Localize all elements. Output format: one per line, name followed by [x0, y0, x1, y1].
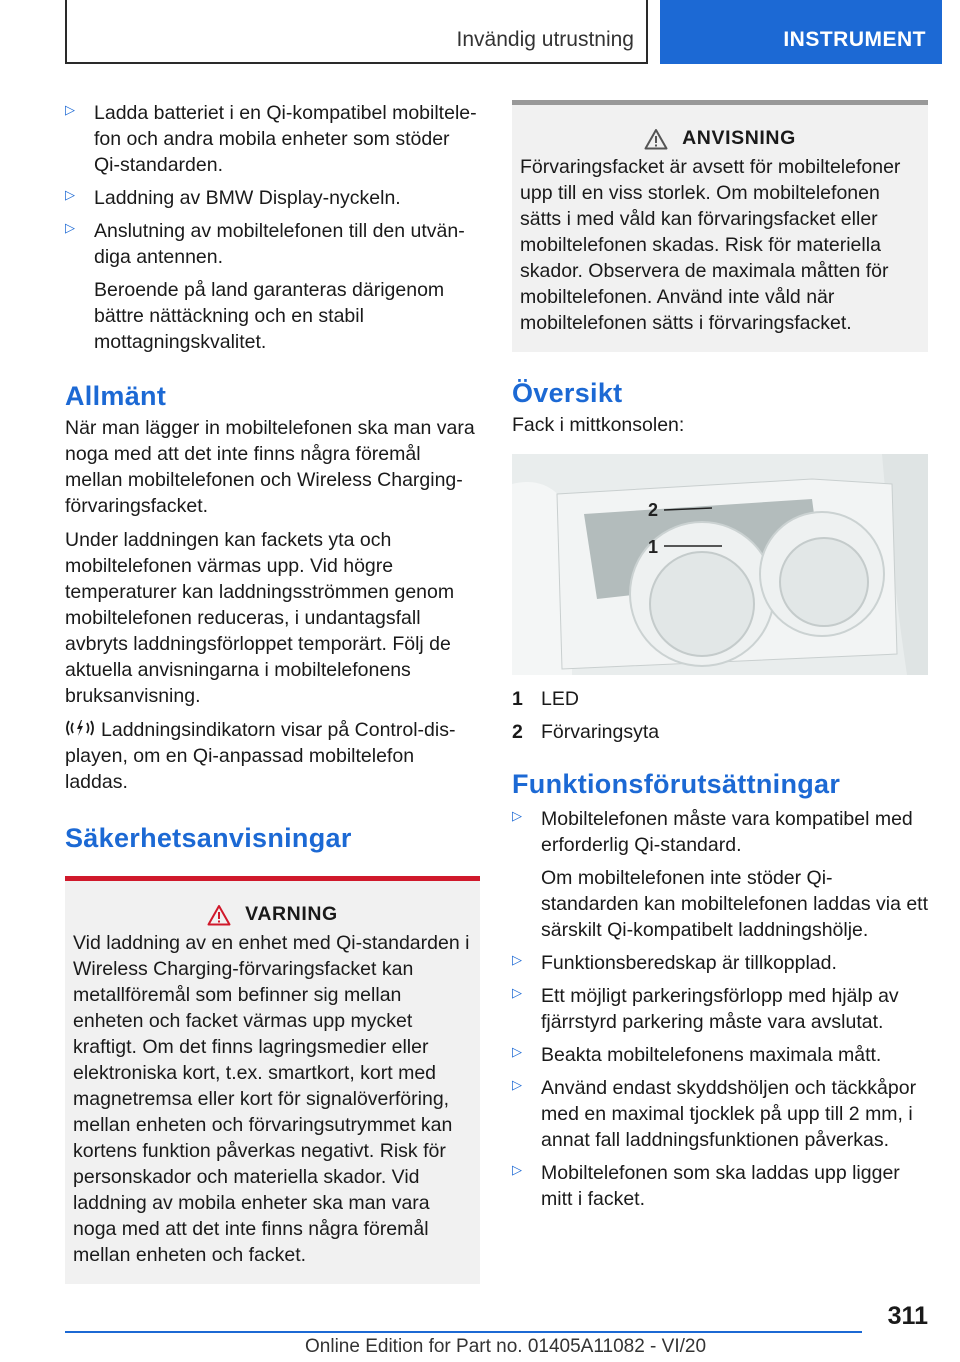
notice-box	[512, 100, 928, 352]
list-item	[512, 1042, 928, 1068]
triangle-bullet-icon: ▷	[512, 1044, 522, 1059]
bullet-extra-text: Om mobiltelefonen inte stöder Qi-standarden kan mobiltelefonen laddas via ett särskilt Qi-kompatibelt laddningshölje.	[541, 867, 929, 941]
triangle-bullet-icon: ▷	[65, 187, 75, 202]
right-column	[512, 100, 928, 1219]
heading-oversikt: Översikt	[512, 378, 623, 408]
footer-edition-text: Online Edition for Part no. 01405A11082 - VI/20	[305, 1336, 707, 1357]
list-item	[65, 100, 480, 178]
paragraph: Under laddningen kan fackets yta och mobiltelefonen värmas upp. Vid högre temperaturer kan laddningsströmmen genom mobiltelefonen reduceras, i undantagsfall avbryts laddningsförloppet temporärt. Följ de aktuella anvisningarna i mobiltelefonens bruksanvisning.	[65, 529, 455, 707]
notice-title-text: ANVISNING	[682, 127, 796, 149]
bullet-extra-text: Beroende på land garanteras därigenom bättre nättäckning och en stabil mottagningskvalitet.	[94, 279, 445, 353]
triangle-bullet-icon: ▷	[65, 220, 75, 235]
legend-number: 1	[512, 688, 523, 710]
heading-funktionsforutsattningar: Funktionsförutsättningar	[512, 769, 841, 799]
legend-item	[512, 716, 928, 749]
triangle-bullet-icon: ▷	[65, 102, 75, 117]
warning-triangle-icon	[207, 904, 231, 926]
bullet-text: Funktionsberedskap är tillkopplad.	[541, 952, 837, 974]
bullet-text: Laddning av BMW Display-nyckeln.	[94, 187, 401, 209]
heading-allmant: Allmänt	[65, 381, 167, 411]
legend-item	[512, 683, 928, 716]
warning-title	[73, 903, 472, 926]
notice-triangle-icon	[644, 128, 668, 150]
figure-label-2: 2	[648, 500, 659, 520]
heading-sakerhetsanvisningar: Säkerhetsanvisningar	[65, 823, 352, 853]
bullet-text: Anslutning av mobiltelefonen till den utvändiga antennen.	[94, 220, 465, 268]
wireless-charging-icon	[65, 718, 95, 738]
warning-box	[65, 876, 480, 1284]
list-item	[65, 185, 480, 211]
paragraph-text: Laddningsindikatorn visar på Control-displayen, om en Qi-anpassad mobiltelefon laddas.	[65, 719, 456, 793]
bullet-text: Ladda batteriet i en Qi-kompatibel mobiltelefon och andra mobila enheter som stöder Qi-standarden.	[94, 102, 477, 176]
legend-text: Förvaringsyta	[541, 721, 660, 743]
bullet-text: Ett möjligt parkeringsförlopp med hjälp av fjärrstyrd parkering måste vara avslutat.	[541, 985, 899, 1033]
list-item	[65, 218, 480, 355]
bullet-text: Beakta mobiltelefonens maximala mått.	[541, 1044, 882, 1066]
triangle-bullet-icon: ▷	[512, 1077, 522, 1092]
list-item	[512, 950, 928, 976]
legend-text: LED	[541, 688, 579, 710]
footer-divider	[65, 1331, 862, 1333]
page-number: 311	[887, 1302, 928, 1330]
triangle-bullet-icon: ▷	[512, 985, 522, 1000]
center-console-tray-figure	[512, 454, 928, 675]
paragraph: När man lägger in mobiltelefonen ska man vara noga med att det inte finns några föremål mellan mobiltelefonen och Wireless Charging-förvaringsfacket.	[65, 417, 475, 517]
triangle-bullet-icon: ▷	[512, 1162, 522, 1177]
notice-text: Förvaringsfacket är avsett för mobiltelefoner upp till en viss storlek. Om mobiltelefonen sätts i med våld kan förvaringsfacket eller mobiltelefonen skadas. Risk för materiella skador. Observera de maximala måtten för mobiltelefonen. Använd inte våld när mobiltelefonen sätts i förvaringsfacket.	[520, 156, 901, 334]
paragraph-charging-indicator	[65, 717, 480, 795]
center-console-illustration	[512, 454, 928, 675]
bullet-text: Mobiltelefonen som ska laddas upp ligger mitt i facket.	[541, 1162, 900, 1210]
bullet-text: Använd endast skyddshöljen och täckkåpor med en maximal tjocklek på upp till 2 mm, i annat fall laddningsfunktionen påverkas.	[541, 1077, 917, 1151]
paragraph: Fack i mittkonsolen:	[512, 414, 685, 436]
list-item	[512, 806, 928, 943]
header-chapter-tab	[660, 0, 942, 64]
triangle-bullet-icon: ▷	[512, 952, 522, 967]
legend-number: 2	[512, 721, 523, 743]
notice-title	[520, 127, 920, 150]
figure-legend	[512, 683, 928, 749]
bullet-text: Mobiltelefonen måste vara kompatibel med erforderlig Qi-standard.	[541, 808, 913, 856]
left-column	[65, 100, 480, 1284]
list-item	[512, 983, 928, 1035]
list-item	[512, 1160, 928, 1212]
warning-text: Vid laddning av en enhet med Qi-standarden i Wireless Charging-förvaringsfacket kan metallföremål som befinner sig mellan enheten och facket värmas upp mycket kraftigt. Om det finns lagringsmedier eller elektroniska kort, t.ex. smartkort, kort med magnetremsa eller kort för signalöverföring, mellan enheten och förvaringsutrymmet kan kortens funktion påverkas negativt. Risk för personskador och materiella skador. Vid laddning av mobila enheter ska man vara noga med att det inte finns några föremål mellan enheten och facket.	[73, 932, 470, 1266]
figure-label-1: 1	[648, 537, 659, 557]
triangle-bullet-icon: ▷	[512, 808, 522, 823]
header-section-label: Invändig utrustning	[456, 28, 634, 51]
list-item	[512, 1075, 928, 1153]
warning-title-text: VARNING	[245, 903, 338, 925]
header-section-tab	[65, 0, 648, 64]
header-chapter-label: INSTRUMENT	[783, 28, 926, 51]
